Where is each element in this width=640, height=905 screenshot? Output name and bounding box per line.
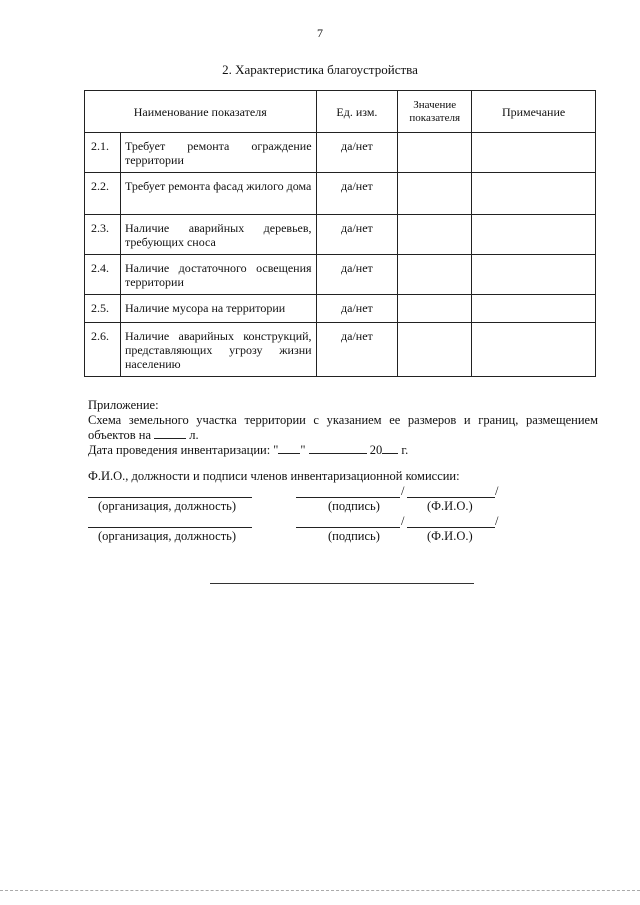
fio-label-1: (Ф.И.О.) xyxy=(427,499,473,513)
row-name: Наличие аварийных деревьев, требующих сноса xyxy=(120,215,316,255)
date-quote-close: " xyxy=(300,443,306,457)
row-unit: да/нет xyxy=(316,255,398,295)
row-number: 2.3. xyxy=(85,215,121,255)
org-position-line-1[interactable] xyxy=(88,497,252,498)
header-name: Наименование показателя xyxy=(85,91,317,133)
row-value[interactable] xyxy=(398,255,472,295)
row-note[interactable] xyxy=(472,133,596,173)
row-number: 2.2. xyxy=(85,173,121,215)
row-unit: да/нет xyxy=(316,133,398,173)
date-suffix: г. xyxy=(401,443,409,457)
slash-1: / xyxy=(401,484,405,498)
annex-scheme-line: Схема земельного участка территории с указанием ее размеров и границ, размещением xyxy=(88,413,598,427)
row-unit: да/нет xyxy=(316,215,398,255)
table-row xyxy=(85,323,596,377)
org-position-label-1: (организация, должность) xyxy=(98,499,237,513)
fio-line-1[interactable] xyxy=(407,497,495,498)
org-position-label-2: (организация, должность) xyxy=(98,529,237,543)
row-note[interactable] xyxy=(472,295,596,323)
row-value[interactable] xyxy=(398,173,472,215)
table-header-row xyxy=(85,91,596,133)
row-note[interactable] xyxy=(472,215,596,255)
row-note[interactable] xyxy=(472,255,596,295)
row-value[interactable] xyxy=(398,133,472,173)
table-row xyxy=(85,215,596,255)
row-name: Наличие достаточного освещения территории xyxy=(120,255,316,295)
signature-label-2: (подпись) xyxy=(328,529,380,543)
row-name: Требует ремонта ограждение территории xyxy=(120,133,316,173)
row-note[interactable] xyxy=(472,173,596,215)
scan-edge-marks xyxy=(0,890,640,891)
page-number: 7 xyxy=(317,26,323,40)
annex-objects-prefix: объектов на xyxy=(88,428,152,442)
row-value[interactable] xyxy=(398,323,472,377)
slash-1-end: / xyxy=(495,484,499,498)
fio-line-2[interactable] xyxy=(407,527,495,528)
section-title: 2. Характеристика благоустройства xyxy=(222,62,418,77)
row-number: 2.1. xyxy=(85,133,121,173)
org-position-line-2[interactable] xyxy=(88,527,252,528)
characteristics-table xyxy=(84,90,596,377)
annex-title: Приложение: xyxy=(88,398,159,412)
row-unit: да/нет xyxy=(316,323,398,377)
header-unit: Ед. изм. xyxy=(316,91,398,133)
fio-label-2: (Ф.И.О.) xyxy=(427,529,473,543)
row-number: 2.6. xyxy=(85,323,121,377)
table-row xyxy=(85,255,596,295)
header-note: Примечание xyxy=(472,91,596,133)
header-value: Значение показателя xyxy=(398,91,472,133)
end-divider xyxy=(210,583,474,584)
row-number: 2.4. xyxy=(85,255,121,295)
row-value[interactable] xyxy=(398,215,472,255)
annex-objects-line xyxy=(88,428,598,443)
slash-2: / xyxy=(401,514,405,528)
signature-line-1[interactable] xyxy=(296,497,400,498)
signature-label-1: (подпись) xyxy=(328,499,380,513)
commission-heading: Ф.И.О., должности и подписи членов инвентаризационной комиссии: xyxy=(88,469,460,483)
row-name: Наличие аварийных конструкций, представляющих угрозу жизни населению xyxy=(120,323,316,377)
signature-line-2[interactable] xyxy=(296,527,400,528)
date-year-field[interactable] xyxy=(382,453,398,454)
row-value[interactable] xyxy=(398,295,472,323)
date-prefix: Дата проведения инвентаризации: " xyxy=(88,443,279,457)
sheets-count-field[interactable] xyxy=(154,438,186,439)
table-row xyxy=(85,295,596,323)
slash-2-end: / xyxy=(495,514,499,528)
row-unit: да/нет xyxy=(316,173,398,215)
table-row xyxy=(85,173,596,215)
inventory-date-line xyxy=(88,443,598,458)
row-name: Требует ремонта фасад жилого дома xyxy=(120,173,316,215)
annex-objects-suffix: л. xyxy=(189,428,199,442)
row-name: Наличие мусора на территории xyxy=(120,295,316,323)
date-day-field[interactable] xyxy=(278,453,300,454)
date-year-prefix: 20 xyxy=(369,443,383,457)
row-number: 2.5. xyxy=(85,295,121,323)
table-row xyxy=(85,133,596,173)
row-note[interactable] xyxy=(472,323,596,377)
date-month-field[interactable] xyxy=(309,453,367,454)
row-unit: да/нет xyxy=(316,295,398,323)
